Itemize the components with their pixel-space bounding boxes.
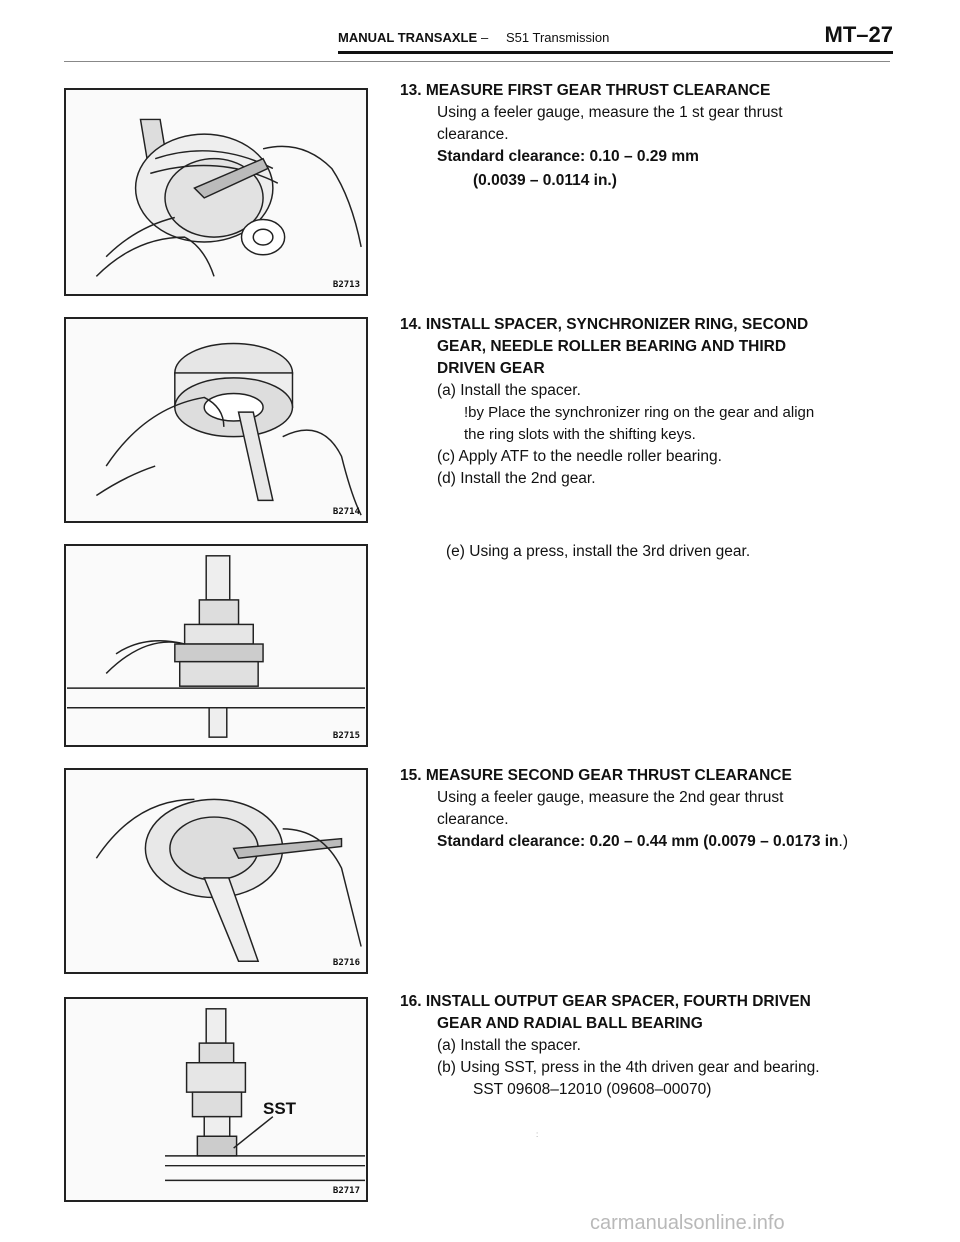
sst-callout: SST <box>263 1099 297 1118</box>
step-16-a: (a) Install the spacer. <box>437 1037 581 1054</box>
step-14-b-line-2: the ring slots with the shifting keys. <box>464 426 696 443</box>
step-16 <box>400 991 900 1101</box>
step-15 <box>400 765 920 853</box>
step-14 <box>400 314 900 490</box>
figure-install-spacer-synchronizer <box>64 317 368 523</box>
step-13-title: 13. MEASURE FIRST GEAR THRUST CLEARANCE <box>400 82 771 99</box>
step-14-b-line-1: !by Place the synchronizer ring on the gear and align <box>464 404 815 421</box>
step-16-sst: SST 09608–12010 (09608–00070) <box>473 1081 712 1098</box>
step-15-spec-line <box>400 831 920 853</box>
step-15-spec-tail: .) <box>838 833 848 850</box>
step-13-spec: Standard clearance: 0.10 – 0.29 mm <box>437 148 699 165</box>
step-14-title-line-2: GEAR, NEEDLE ROLLER BEARING AND THIRD <box>437 338 787 355</box>
step-13-spec-inches: (0.0039 – 0.0114 in.) <box>473 172 617 189</box>
illustration-press-gear <box>66 546 366 745</box>
figure-install-fourth-gear <box>64 997 368 1202</box>
step-14-title-line-1: 14. INSTALL SPACER, SYNCHRONIZER RING, SECOND <box>400 316 809 333</box>
subsection-title: S51 Transmission <box>506 30 610 45</box>
step-16-b: (b) Using SST, press in the 4th driven gear and bearing. <box>437 1059 820 1076</box>
illustration-feeler-gauge-first-gear <box>66 90 366 294</box>
figure-code: B2715 <box>332 731 360 741</box>
step-13 <box>400 80 900 192</box>
step-15-title: 15. MEASURE SECOND GEAR THRUST CLEARANCE <box>400 767 792 784</box>
illustration-synchronizer-ring <box>66 319 366 521</box>
top-divider <box>64 61 890 62</box>
figure-code: B2713 <box>332 280 360 290</box>
figure-first-gear-clearance <box>64 88 368 296</box>
step-13-body-line-2: clearance. <box>437 126 509 143</box>
step-14-d: (d) Install the 2nd gear. <box>437 470 596 487</box>
illustration-feeler-gauge-second-gear <box>66 770 366 972</box>
page-number: MT–27 <box>824 22 893 47</box>
section-title: MANUAL TRANSAXLE <box>338 30 478 45</box>
step-16-title-line-1: 16. INSTALL OUTPUT GEAR SPACER, FOURTH DRIVEN <box>400 993 811 1010</box>
figure-second-gear-clearance <box>64 768 368 974</box>
figure-code: B2714 <box>332 507 360 517</box>
figure-code: B2716 <box>332 958 360 968</box>
step-14-e-text: (e) Using a press, install the 3rd driven gear. <box>446 543 751 560</box>
step-14-c: (c) Apply ATF to the needle roller bearing. <box>437 448 722 465</box>
step-15-spec: Standard clearance: 0.20 – 0.44 mm (0.0079 – 0.0173 in <box>437 833 839 850</box>
stray-mark: : <box>536 1130 539 1139</box>
step-14-a: (a) Install the spacer. <box>437 382 581 399</box>
page-header <box>338 22 893 54</box>
header-rule <box>338 51 893 54</box>
header-separator: – <box>481 30 489 45</box>
figure-code: B2717 <box>332 1186 360 1196</box>
step-14-title-line-3: DRIVEN GEAR <box>437 360 545 377</box>
step-16-title-line-2: GEAR AND RADIAL BALL BEARING <box>437 1015 703 1032</box>
illustration-sst-press <box>66 999 366 1200</box>
step-13-body-line-1: Using a feeler gauge, measure the 1 st gear thrust <box>437 104 783 121</box>
watermark: carmanualsonline.info <box>590 1212 785 1234</box>
figure-press-third-gear <box>64 544 368 747</box>
step-15-body-line-1: Using a feeler gauge, measure the 2nd gear thrust <box>437 789 784 806</box>
step-14-e <box>446 541 946 563</box>
step-15-body-line-2: clearance. <box>437 811 509 828</box>
